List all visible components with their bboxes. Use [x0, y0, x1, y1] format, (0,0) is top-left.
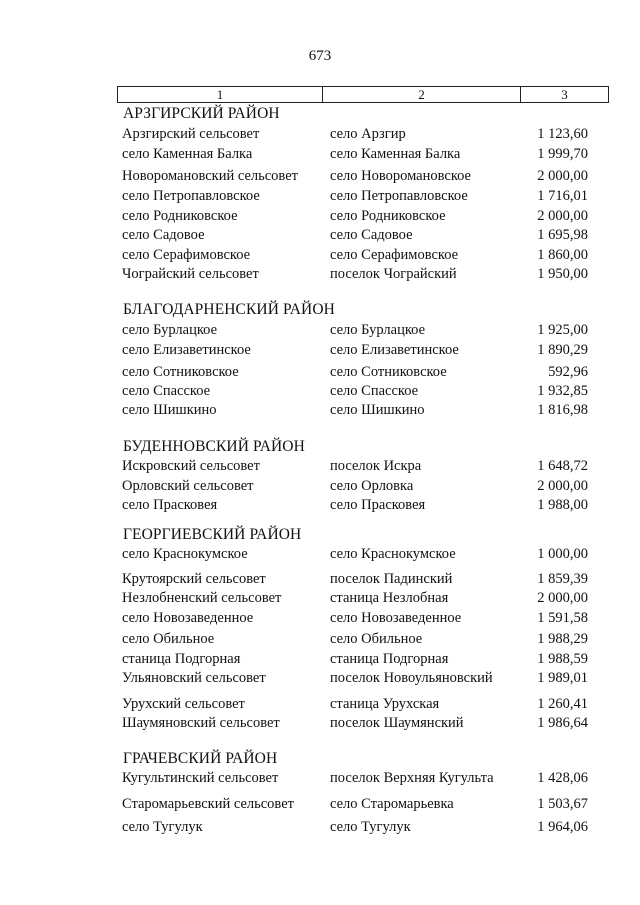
municipality-name: село Петропавловское	[122, 188, 260, 204]
amount-value: 1 000,00	[537, 546, 588, 562]
settlement-name: село Новозаведенное	[330, 610, 462, 626]
municipality-name: Арзгирский сельсовет	[122, 126, 260, 142]
amount-value: 1 695,98	[537, 227, 588, 243]
settlement-name: станица Незлобная	[330, 590, 449, 606]
region-heading: АРЗГИРСКИЙ РАЙОН	[123, 105, 280, 122]
table-row	[0, 770, 640, 790]
amount-value: 1 428,06	[537, 770, 588, 786]
table-row	[0, 610, 640, 630]
municipality-name: Шаумяновский сельсовет	[122, 715, 280, 731]
header-col-3: 3	[561, 86, 568, 102]
table-row	[0, 670, 640, 690]
amount-value: 2 000,00	[537, 590, 588, 606]
settlement-name: село Садовое	[330, 227, 413, 243]
settlement-name: село Елизаветинское	[330, 342, 459, 358]
settlement-name: поселок Верхняя Кугульта	[330, 770, 494, 786]
amount-value: 1 925,00	[537, 322, 588, 338]
table-row	[0, 168, 640, 188]
municipality-name: село Обильное	[122, 631, 215, 647]
settlement-name: село Петропавловское	[330, 188, 468, 204]
municipality-name: станица Подгорная	[122, 651, 241, 667]
municipality-name: село Серафимовское	[122, 247, 251, 263]
amount-value: 1 964,06	[537, 819, 588, 835]
amount-value: 1 988,29	[537, 631, 588, 647]
amount-value: 1 988,00	[537, 497, 588, 513]
amount-value: 1 986,64	[537, 715, 588, 731]
municipality-name: Старомарьевский сельсовет	[122, 796, 294, 812]
settlement-name: село Обильное	[330, 631, 423, 647]
municipality-name: село Новозаведенное	[122, 610, 254, 626]
amount-value: 2 000,00	[537, 208, 588, 224]
municipality-name: село Родниковское	[122, 208, 238, 224]
table-row	[0, 478, 640, 498]
table-header	[117, 86, 609, 103]
settlement-name: село Серафимовское	[330, 247, 459, 263]
settlement-name: поселок Шаумянский	[330, 715, 464, 731]
amount-value: 1 123,60	[537, 126, 588, 142]
municipality-name: село Тугулук	[122, 819, 203, 835]
table-row	[0, 126, 640, 146]
table-row	[0, 383, 640, 403]
header-col-2: 2	[323, 87, 521, 102]
settlement-name: село Бурлацкое	[330, 322, 426, 338]
region-heading: ГРАЧЕВСКИЙ РАЙОН	[123, 750, 278, 767]
table-row	[0, 696, 640, 716]
settlement-name: село Родниковское	[330, 208, 446, 224]
settlement-name: село Новоромановское	[330, 168, 471, 184]
settlement-name: село Краснокумское	[330, 546, 456, 562]
amount-value: 592,96	[548, 364, 588, 380]
table-row	[0, 402, 640, 422]
settlement-name: село Тугулук	[330, 819, 411, 835]
table-row	[0, 364, 640, 384]
settlement-name: поселок Чограйский	[330, 266, 457, 282]
municipality-name: село Прасковея	[122, 497, 218, 513]
settlement-name: поселок Искра	[330, 458, 422, 474]
settlement-name: село Спасское	[330, 383, 419, 399]
settlement-name: село Прасковея	[330, 497, 426, 513]
table-row	[0, 819, 640, 839]
settlement-name: село Сотниковское	[330, 364, 447, 380]
municipality-name: село Шишкино	[122, 402, 217, 418]
table-row	[0, 188, 640, 208]
settlement-name: село Каменная Балка	[330, 146, 461, 162]
amount-value: 1 816,98	[537, 402, 588, 418]
municipality-name: Ульяновский сельсовет	[122, 670, 266, 686]
municipality-name: село Бурлацкое	[122, 322, 218, 338]
settlement-name: село Орловка	[330, 478, 414, 494]
table-row	[0, 571, 640, 591]
table-row	[0, 227, 640, 247]
settlement-name: село Арзгир	[330, 126, 406, 142]
amount-value: 1 890,29	[537, 342, 588, 358]
municipality-name: Урухский сельсовет	[122, 696, 245, 712]
table-row	[0, 546, 640, 566]
settlement-name: поселок Новоульяновский	[330, 670, 493, 686]
settlement-name: село Старомарьевка	[330, 796, 454, 812]
amount-value: 1 716,01	[537, 188, 588, 204]
amount-value: 1 950,00	[537, 266, 588, 282]
region-heading: ГЕОРГИЕВСКИЙ РАЙОН	[123, 526, 302, 543]
municipality-name: Чограйский сельсовет	[122, 266, 259, 282]
table-row	[0, 247, 640, 267]
amount-value: 1 503,67	[537, 796, 588, 812]
municipality-name: Незлобненский сельсовет	[122, 590, 282, 606]
table-row	[0, 796, 640, 816]
amount-value: 1 860,00	[537, 247, 588, 263]
amount-value: 2 000,00	[537, 478, 588, 494]
region-heading: БУДЕННОВСКИЙ РАЙОН	[123, 438, 305, 455]
municipality-name: Орловский сельсовет	[122, 478, 254, 494]
amount-value: 1 591,58	[537, 610, 588, 626]
region-heading: БЛАГОДАРНЕНСКИЙ РАЙОН	[123, 301, 335, 318]
municipality-name: село Краснокумское	[122, 546, 248, 562]
amount-value: 1 859,39	[537, 571, 588, 587]
table-row	[0, 342, 640, 362]
amount-value: 1 932,85	[537, 383, 588, 399]
municipality-name: Искровский сельсовет	[122, 458, 260, 474]
municipality-name: Кугультинский сельсовет	[122, 770, 279, 786]
settlement-name: станица Подгорная	[330, 651, 449, 667]
municipality-name: село Садовое	[122, 227, 205, 243]
amount-value: 1 648,72	[537, 458, 588, 474]
table-row	[0, 497, 640, 517]
table-row	[0, 631, 640, 651]
amount-value: 1 999,70	[537, 146, 588, 162]
municipality-name: село Елизаветинское	[122, 342, 251, 358]
table-row	[0, 322, 640, 342]
table-row	[0, 146, 640, 166]
table-row	[0, 266, 640, 286]
header-col-1: 1	[118, 87, 323, 102]
table-row	[0, 590, 640, 610]
municipality-name: село Спасское	[122, 383, 211, 399]
table-row	[0, 208, 640, 228]
amount-value: 1 988,59	[537, 651, 588, 667]
amount-value: 1 989,01	[537, 670, 588, 686]
amount-value: 1 260,41	[537, 696, 588, 712]
amount-value: 2 000,00	[537, 168, 588, 184]
municipality-name: село Каменная Балка	[122, 146, 253, 162]
table-row	[0, 458, 640, 478]
table-row	[0, 651, 640, 671]
page-number: 673	[308, 48, 332, 64]
settlement-name: поселок Падинский	[330, 571, 453, 587]
settlement-name: село Шишкино	[330, 402, 425, 418]
municipality-name: Новоромановский сельсовет	[122, 168, 298, 184]
table-row	[0, 715, 640, 735]
municipality-name: село Сотниковское	[122, 364, 239, 380]
settlement-name: станица Урухская	[330, 696, 440, 712]
municipality-name: Крутоярский сельсовет	[122, 571, 266, 587]
